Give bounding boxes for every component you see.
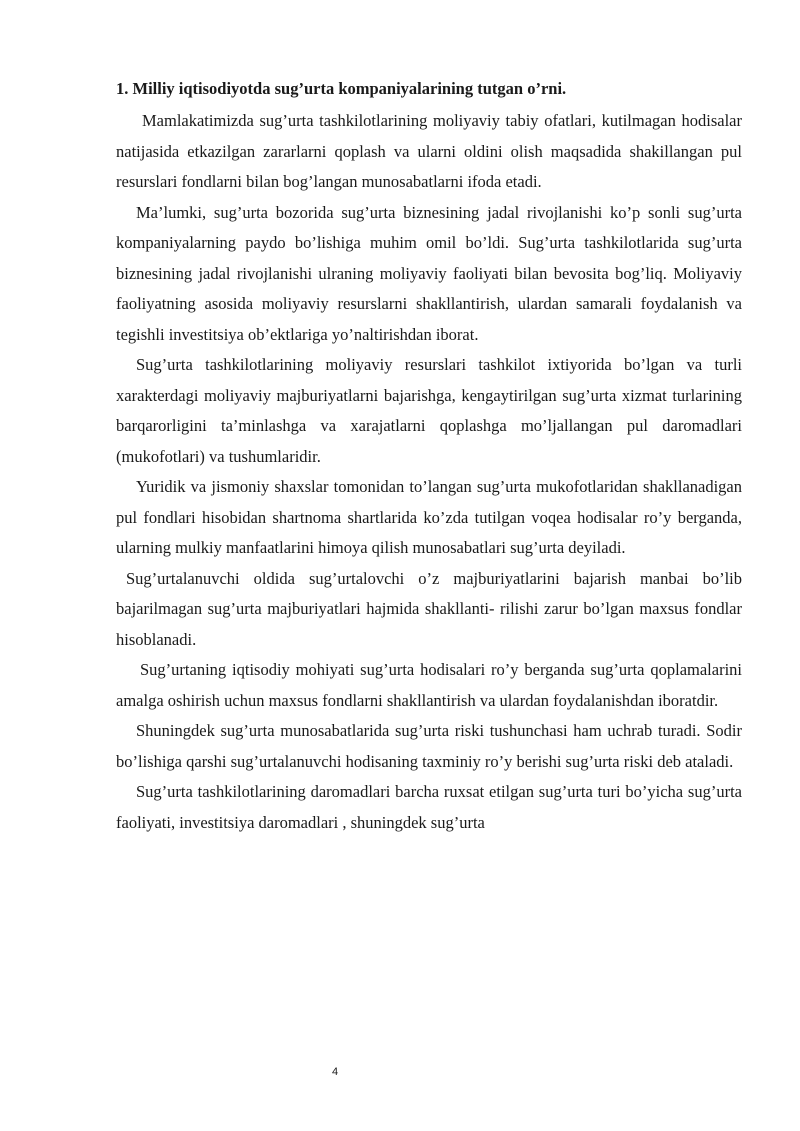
paragraph-5: Sug’urtalanuvchi oldida sug’urtalovchi o’z majburiyatlarini bajarish manbai bo’lib bajarilmagan sug’urta majburiyatlari hajmida shakllanti- rilishi zarur bo’lgan maxsus fondlar hisoblanadi. <box>116 568 742 649</box>
paragraph-8: Sug’urta tashkilotlarining daromadlari barcha ruxsat etilgan sug’urta turi bo’yicha sug’urta faoliyati, investitsiya daromadlari , shuningdek sug’urta <box>116 782 742 832</box>
paragraph-4: Yuridik va jismoniy shaxslar tomonidan to’langan sug’urta mukofotlaridan shakllanadigan pul fondlari hisobidan shartnoma shartlarida ko’zda tutilgan voqea hodisalar ro’y berganda, ularning mulkiy manfaatlarini himoya qilish munosabatlari sug’urta deyiladi. <box>116 477 742 557</box>
paragraph-2: Ma’lumki, sug’urta bozorida sug’urta biznesining jadal rivojlanishi ko’p sonli sug’urta kompaniyalarning paydo bo’lishiga muhim omil bo’ldi. Sug’urta tashkilotlarida sug’urta biznesining jadal rivojlanishi ulraning moliyaviy faoliyati bilan bevosita bog’liq. Moliyaviy faoliyatning asosida moliyaviy resurslarni shakllantirish, ulardan samarali foydalanish va tegishli investitsiya ob’ektlariga yo’naltirishdan iborat. <box>116 202 742 344</box>
section-heading: 1. Milliy iqtisodiyotda sug’urta kompaniyalarining tutgan o’rni. <box>116 79 567 98</box>
paragraph-3: Sug’urta tashkilotlarining moliyaviy resurslari tashkilot ixtiyorida bo’lgan va turli xarakterdagi moliyaviy majburiyatlarni bajarishga, kengaytirilgan sug’urta xizmat turlarining barqarorligini ta’minlashga va xarajatlarni qoplashga mo’ljallangan pul daromadlari (mukofotlari) va tushumlaridir. <box>116 355 742 466</box>
paragraph-1: Mamlakatimizda sug’urta tashkilotlarining moliyaviy tabiy ofatlari, kutilmagan hodisalar natijasida etkazilgan zararlarni qoplash va ularni oldini olish maqsadida shakillangan pul resurslari fondlarni bilan bog’langan munosabatlarni ifoda etadi. <box>116 111 742 191</box>
paragraph-6: Sug’urtaning iqtisodiy mohiyati sug’urta hodisalari ro’y berganda sug’urta qoplamalarini amalga oshirish uchun maxsus fondlarni shakllantirish va ulardan foydalanishdan iboratdir. <box>116 660 742 710</box>
page-number: 4 <box>331 1066 339 1078</box>
document-page <box>116 74 742 838</box>
paragraph-7: Shuningdek sug’urta munosabatlarida sug’urta riski tushunchasi ham uchrab turadi. Sodir bo’lishiga qarshi sug’urtalanuvchi hodisaning taxminiy ro’y berishi sug’urta riski deb ataladi. <box>116 721 742 771</box>
